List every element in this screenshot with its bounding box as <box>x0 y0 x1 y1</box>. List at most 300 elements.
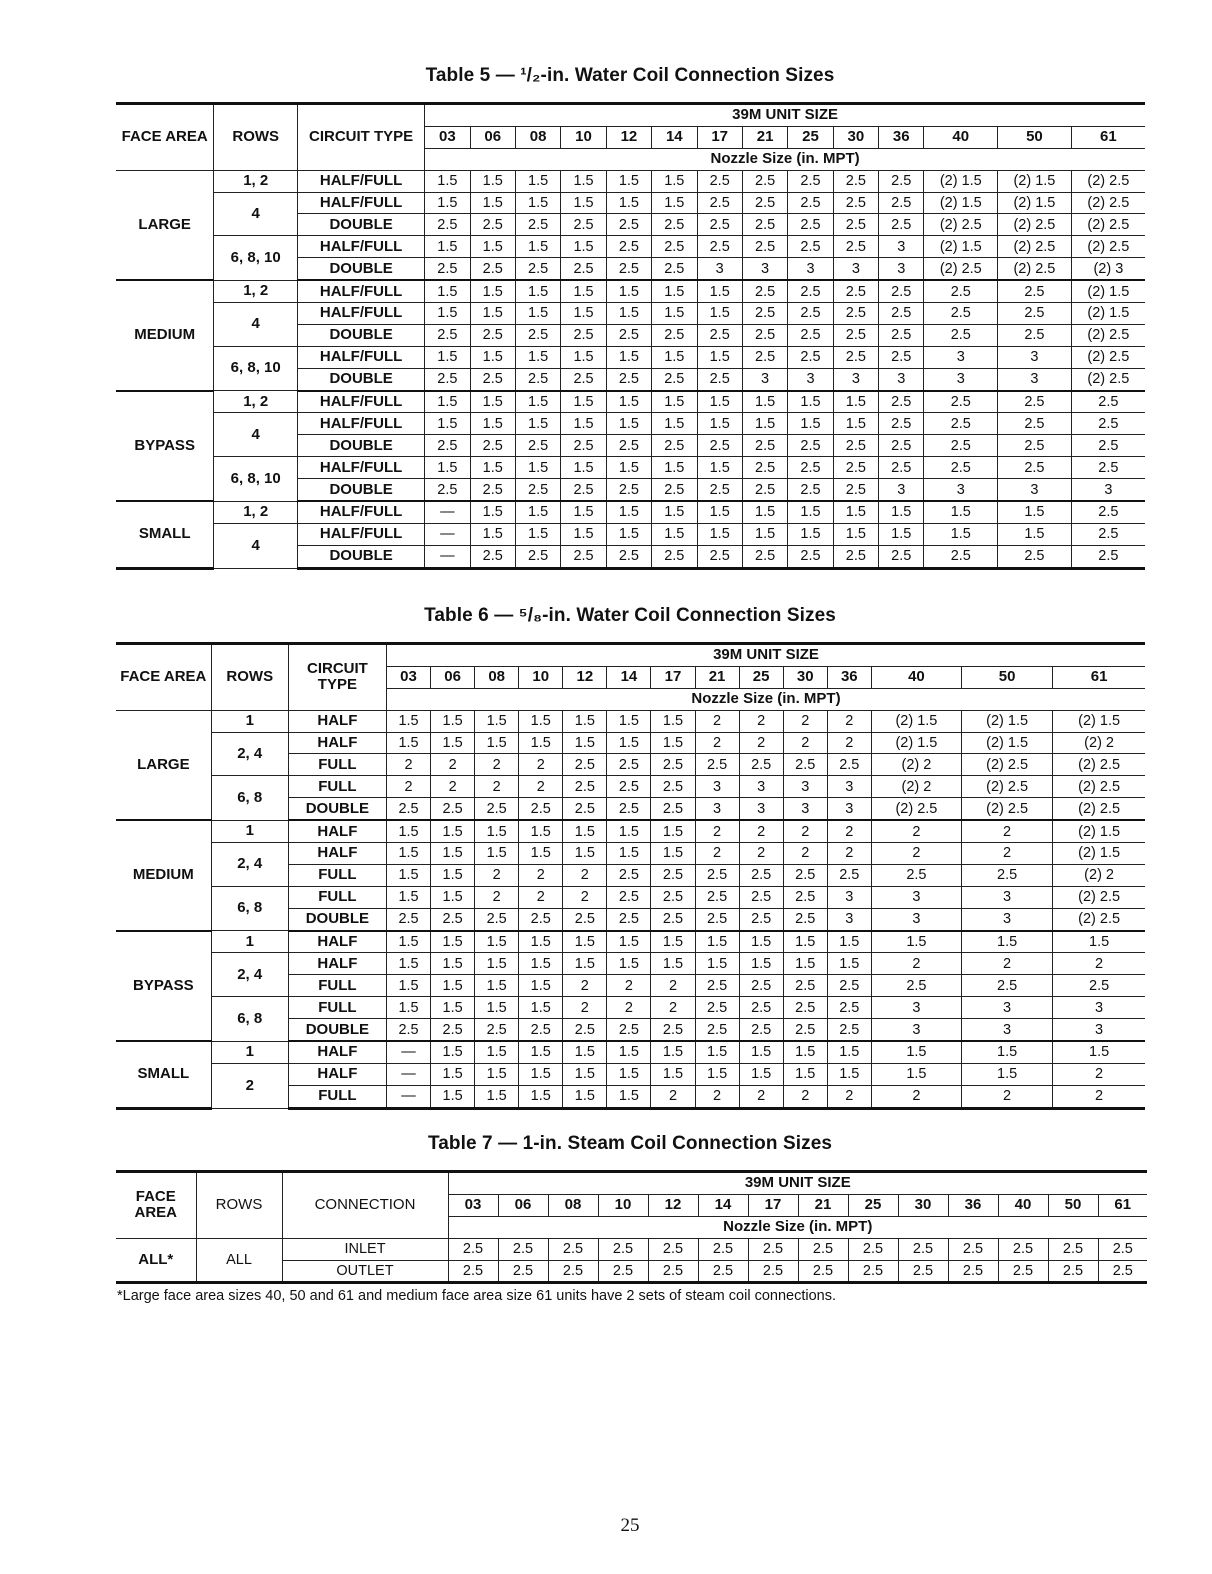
nozzle-size-cell: 2.5 <box>833 457 878 479</box>
nozzle-size-cell: 2.5 <box>695 886 739 908</box>
nozzle-size-cell: 2.5 <box>515 435 560 457</box>
nozzle-size-cell: 2.5 <box>948 1238 998 1260</box>
nozzle-size-cell: 2.5 <box>697 479 742 501</box>
nozzle-size-cell: 2.5 <box>788 545 833 568</box>
nozzle-size-cell: 3 <box>871 908 961 930</box>
nozzle-size-cell: 1.5 <box>515 391 560 413</box>
nozzle-size-cell: 3 <box>697 258 742 280</box>
nozzle-size-cell: 2.5 <box>652 258 697 280</box>
nozzle-size-cell: 2.5 <box>879 545 924 568</box>
nozzle-size-cell: 1.5 <box>606 346 651 368</box>
table-row <box>116 303 1145 325</box>
nozzle-size-cell: 2.5 <box>695 908 739 930</box>
nozzle-size-cell: 2.5 <box>386 1019 430 1041</box>
nozzle-size-cell: 2.5 <box>425 479 470 501</box>
nozzle-size-cell: 2 <box>962 1085 1053 1108</box>
nozzle-size-cell: 1.5 <box>606 303 651 325</box>
rows-cell: 4 <box>214 192 298 236</box>
nozzle-size-cell: 2.5 <box>548 1260 598 1283</box>
nozzle-size-cell: 1.5 <box>470 523 515 545</box>
nozzle-size-cell: 1.5 <box>695 953 739 975</box>
nozzle-size-cell: 2.5 <box>515 479 560 501</box>
nozzle-size-cell: 3 <box>871 997 961 1019</box>
circuit-type-cell: HALF/FULL <box>298 303 425 325</box>
nozzle-size-cell: 1.5 <box>697 523 742 545</box>
nozzle-size-cell: 2.5 <box>651 1019 695 1041</box>
circuit-type-cell: DOUBLE <box>298 368 425 390</box>
nozzle-size-cell: 2 <box>739 843 783 865</box>
nozzle-size-cell: 1.5 <box>739 953 783 975</box>
nozzle-size-cell: 2 <box>783 1085 827 1108</box>
nozzle-size-cell: 2.5 <box>879 391 924 413</box>
nozzle-size-cell: 2.5 <box>748 1238 798 1260</box>
circuit-type-cell: DOUBLE <box>288 798 386 820</box>
unit-size-cell: 10 <box>561 126 606 148</box>
nozzle-size-cell: 2.5 <box>742 214 787 236</box>
rows-cell: 1 <box>211 1041 288 1063</box>
nozzle-size-cell: 3 <box>739 798 783 820</box>
nozzle-size-cell: 2 <box>739 732 783 754</box>
nozzle-size-cell: 1.5 <box>425 170 470 192</box>
nozzle-size-cell: 1.5 <box>962 1041 1053 1063</box>
nozzle-size-cell: 1.5 <box>652 170 697 192</box>
nozzle-size-cell: 1.5 <box>515 457 560 479</box>
nozzle-size-cell: 1.5 <box>651 1041 695 1063</box>
nozzle-size-cell: 1.5 <box>386 931 430 953</box>
nozzle-size-cell: 2 <box>1053 953 1145 975</box>
circuit-type-cell: HALF <box>288 710 386 732</box>
nozzle-size-cell: 2.5 <box>962 864 1053 886</box>
nozzle-size-cell: 2 <box>871 1085 961 1108</box>
nozzle-size-cell: 2.5 <box>598 1238 648 1260</box>
circuit-type-cell: HALF/FULL <box>298 346 425 368</box>
nozzle-size-cell: 1.5 <box>470 391 515 413</box>
table-row <box>116 997 1145 1019</box>
nozzle-size-cell: 1.5 <box>695 1041 739 1063</box>
nozzle-size-cell: 2.5 <box>1098 1260 1147 1283</box>
nozzle-size-cell: 2.5 <box>607 908 651 930</box>
nozzle-size-cell: 1.5 <box>475 843 519 865</box>
nozzle-size-cell: 2.5 <box>833 236 878 258</box>
nozzle-size-cell: 1.5 <box>827 931 871 953</box>
nozzle-size-cell: 2.5 <box>652 214 697 236</box>
nozzle-size-cell: 2.5 <box>742 457 787 479</box>
nozzle-size-cell: 1.5 <box>475 710 519 732</box>
unit-size-cell: 12 <box>563 666 607 688</box>
nozzle-size-cell: 2.5 <box>563 1019 607 1041</box>
nozzle-size-cell: 1.5 <box>519 975 563 997</box>
circuit-type-cell: HALF <box>288 1063 386 1085</box>
nozzle-size-cell: 2.5 <box>833 346 878 368</box>
nozzle-size-cell: 3 <box>833 258 878 280</box>
nozzle-size-cell: 3 <box>879 258 924 280</box>
footnote: *Large face area sizes 40, 50 and 61 and medium face area size 61 units have 2 sets of steam coil connections. <box>117 1288 836 1304</box>
nozzle-size-cell: 1.5 <box>783 953 827 975</box>
nozzle-size-cell: (2) 1.5 <box>962 732 1053 754</box>
nozzle-size-cell: 2.5 <box>788 214 833 236</box>
nozzle-size-cell: 3 <box>962 908 1053 930</box>
nozzle-size-cell: 2 <box>871 843 961 865</box>
face-area-header: FACE AREA <box>116 1172 196 1239</box>
nozzle-size-cell: 3 <box>962 1019 1053 1041</box>
unit-size-cell: 12 <box>606 126 651 148</box>
nozzle-size-cell: 2.5 <box>606 324 651 346</box>
nozzle-size-cell: 1.5 <box>425 391 470 413</box>
rows-cell: 2, 4 <box>211 732 288 776</box>
unit-size-cell: 12 <box>648 1194 698 1216</box>
nozzle-size-cell: 2 <box>651 1085 695 1108</box>
nozzle-size-cell: 2.5 <box>651 864 695 886</box>
nozzle-size-cell: 2.5 <box>788 303 833 325</box>
nozzle-size-cell: 1.5 <box>652 303 697 325</box>
nozzle-size-cell: 2.5 <box>924 545 998 568</box>
nozzle-size-cell: 2.5 <box>1071 413 1145 435</box>
table-row <box>116 391 1145 413</box>
nozzle-size-cell: 2.5 <box>425 435 470 457</box>
unit-size-cell: 30 <box>898 1194 948 1216</box>
nozzle-size-cell: (2) 2 <box>1053 732 1145 754</box>
face-area-cell: MEDIUM <box>116 820 211 930</box>
nozzle-size-cell: 1.5 <box>470 457 515 479</box>
nozzle-size-cell: 2.5 <box>998 457 1072 479</box>
nozzle-size-cell: 1.5 <box>606 192 651 214</box>
rows-header: ROWS <box>214 104 298 171</box>
nozzle-size-cell: 2 <box>607 997 651 1019</box>
nozzle-size-cell: 2 <box>475 864 519 886</box>
nozzle-size-cell: 2.5 <box>475 1019 519 1041</box>
nozzle-size-cell: 2.5 <box>498 1260 548 1283</box>
nozzle-size-cell: 2.5 <box>924 457 998 479</box>
circuit-type-cell: DOUBLE <box>288 908 386 930</box>
nozzle-size-cell: (2) 2.5 <box>871 798 961 820</box>
nozzle-size-cell: 2.5 <box>898 1260 948 1283</box>
nozzle-size-cell: (2) 1.5 <box>1071 280 1145 302</box>
nozzle-size-cell: 3 <box>827 776 871 798</box>
nozzle-size-cell: 1.5 <box>697 501 742 523</box>
circuit-type-cell: HALF <box>288 820 386 842</box>
nozzle-size-cell: 2.5 <box>998 413 1072 435</box>
nozzle-size-cell: 2.5 <box>1071 435 1145 457</box>
nozzle-size-cell: 3 <box>962 997 1053 1019</box>
nozzle-size-cell: 1.5 <box>470 501 515 523</box>
circuit-type-cell: HALF <box>288 953 386 975</box>
nozzle-size-cell: 2.5 <box>561 435 606 457</box>
nozzle-size-cell: 1.5 <box>475 1063 519 1085</box>
nozzle-size-cell: 3 <box>871 1019 961 1041</box>
unit-size-cell: 10 <box>598 1194 648 1216</box>
nozzle-size-cell: 2 <box>519 776 563 798</box>
nozzle-size-cell: 1.5 <box>475 975 519 997</box>
nozzle-size-cell: 1.5 <box>519 931 563 953</box>
nozzle-size-cell: 3 <box>1071 479 1145 501</box>
nozzle-size-cell: 3 <box>833 368 878 390</box>
nozzle-size-cell: 1.5 <box>697 303 742 325</box>
nozzle-size-cell: 2 <box>962 820 1053 842</box>
nozzle-size-cell: 1.5 <box>475 931 519 953</box>
nozzle-size-cell: 2.5 <box>833 192 878 214</box>
nozzle-size-cell: 2.5 <box>425 368 470 390</box>
nozzle-size-cell: (2) 1.5 <box>924 236 998 258</box>
table-row <box>116 413 1145 435</box>
nozzle-size-cell: 2 <box>827 710 871 732</box>
unit-size-header: 39M UNIT SIZE <box>448 1172 1147 1195</box>
unit-size-cell: 17 <box>748 1194 798 1216</box>
nozzle-size-cell: 2.5 <box>425 214 470 236</box>
nozzle-size-cell: 1.5 <box>652 413 697 435</box>
rows-header: ROWS <box>211 644 288 711</box>
unit-size-header: 39M UNIT SIZE <box>386 644 1145 667</box>
nozzle-size-cell: (2) 2 <box>871 754 961 776</box>
nozzle-size-cell: 2.5 <box>742 324 787 346</box>
nozzle-size-cell: 3 <box>788 258 833 280</box>
nozzle-size-cell: (2) 2.5 <box>1071 170 1145 192</box>
nozzle-size-cell: 2.5 <box>563 776 607 798</box>
nozzle-size-cell: 1.5 <box>871 931 961 953</box>
unit-size-cell: 10 <box>519 666 563 688</box>
nozzle-size-cell: 1.5 <box>561 346 606 368</box>
nozzle-size-cell: 2.5 <box>651 908 695 930</box>
table6-water-coil-five-eighth-inch <box>116 642 1145 1110</box>
connection-cell: INLET <box>282 1238 448 1260</box>
table-row <box>116 501 1145 523</box>
nozzle-size-cell: 1.5 <box>607 732 651 754</box>
nozzle-size-cell: 1.5 <box>470 236 515 258</box>
nozzle-size-cell: 1.5 <box>561 192 606 214</box>
nozzle-size-cell: 3 <box>1053 997 1145 1019</box>
nozzle-size-cell: 2.5 <box>470 368 515 390</box>
nozzle-size-cell: 1.5 <box>788 413 833 435</box>
nozzle-size-cell: 2.5 <box>924 413 998 435</box>
nozzle-size-cell: 1.5 <box>563 1041 607 1063</box>
rows-cell: 1 <box>211 931 288 953</box>
nozzle-size-cell: 1.5 <box>788 523 833 545</box>
nozzle-size-cell: 2.5 <box>697 435 742 457</box>
nozzle-size-cell: 1.5 <box>651 843 695 865</box>
nozzle-size-cell: 2.5 <box>879 435 924 457</box>
nozzle-size-cell: 1.5 <box>475 997 519 1019</box>
nozzle-size-cell: — <box>425 501 470 523</box>
nozzle-size-cell: 2.5 <box>470 479 515 501</box>
nozzle-size-cell: 1.5 <box>431 997 475 1019</box>
nozzle-size-cell: 2.5 <box>697 324 742 346</box>
nozzle-size-cell: (2) 1.5 <box>998 170 1072 192</box>
nozzle-size-cell: 1.5 <box>470 346 515 368</box>
nozzle-size-cell: 1.5 <box>695 1063 739 1085</box>
nozzle-size-cell: 1.5 <box>425 346 470 368</box>
page-number: 25 <box>620 1515 640 1536</box>
circuit-type-cell: HALF <box>288 931 386 953</box>
nozzle-size-cell: 2.5 <box>783 908 827 930</box>
nozzle-size-cell: 1.5 <box>475 1041 519 1063</box>
nozzle-size-cell: (2) 2.5 <box>1053 776 1145 798</box>
nozzle-size-cell: 2.5 <box>698 1238 748 1260</box>
nozzle-size-cell: 1.5 <box>431 931 475 953</box>
nozzle-size-cell: 1.5 <box>563 1063 607 1085</box>
nozzle-size-cell: 2.5 <box>742 192 787 214</box>
nozzle-size-cell: 1.5 <box>561 236 606 258</box>
nozzle-size-cell: — <box>386 1063 430 1085</box>
nozzle-size-cell: 2.5 <box>848 1260 898 1283</box>
nozzle-size-cell: 2 <box>739 710 783 732</box>
nozzle-size-cell: 2.5 <box>386 908 430 930</box>
nozzle-size-cell: 1.5 <box>652 457 697 479</box>
nozzle-size-cell: 1.5 <box>607 843 651 865</box>
nozzle-size-cell: 2.5 <box>879 457 924 479</box>
face-area-cell: BYPASS <box>116 931 211 1041</box>
nozzle-size-cell: 2.5 <box>742 435 787 457</box>
nozzle-size-cell: 2.5 <box>948 1260 998 1283</box>
nozzle-size-cell: 2.5 <box>1053 975 1145 997</box>
nozzle-size-cell: 1.5 <box>1053 1041 1145 1063</box>
nozzle-size-cell: 3 <box>871 886 961 908</box>
nozzle-size-cell: 2 <box>431 754 475 776</box>
rows-cell: 4 <box>214 523 298 568</box>
nozzle-size-cell: 1.5 <box>607 953 651 975</box>
nozzle-size-cell: 1.5 <box>515 280 560 302</box>
nozzle-size-cell: 1.5 <box>431 732 475 754</box>
nozzle-size-cell: 1.5 <box>924 523 998 545</box>
table-row <box>116 280 1145 302</box>
unit-size-cell: 08 <box>548 1194 598 1216</box>
nozzle-size-cell: 2 <box>962 843 1053 865</box>
nozzle-size-cell: (2) 1.5 <box>924 170 998 192</box>
nozzle-size-cell: 2.5 <box>879 192 924 214</box>
nozzle-size-cell: (2) 2.5 <box>1053 886 1145 908</box>
nozzle-size-cell: 1.5 <box>563 931 607 953</box>
nozzle-size-cell: 2 <box>695 820 739 842</box>
nozzle-size-cell: 1.5 <box>386 953 430 975</box>
circuit-type-cell: HALF/FULL <box>298 236 425 258</box>
nozzle-size-cell: 3 <box>827 908 871 930</box>
circuit-type-cell: HALF <box>288 1041 386 1063</box>
nozzle-size-cell: 2.5 <box>998 280 1072 302</box>
nozzle-size-cell: 1.5 <box>431 1063 475 1085</box>
nozzle-size-cell: 2.5 <box>833 280 878 302</box>
nozzle-size-cell: 2.5 <box>548 1238 598 1260</box>
nozzle-size-cell: 1.5 <box>697 280 742 302</box>
rows-cell: 4 <box>214 303 298 347</box>
nozzle-size-cell: 2.5 <box>742 303 787 325</box>
nozzle-size-cell: 1.5 <box>697 413 742 435</box>
nozzle-size-cell: 2.5 <box>788 192 833 214</box>
nozzle-size-cell: (2) 1.5 <box>1053 843 1145 865</box>
unit-size-cell: 03 <box>448 1194 498 1216</box>
nozzle-size-cell: 2.5 <box>879 303 924 325</box>
nozzle-size-cell: 1.5 <box>833 391 878 413</box>
nozzle-size-cell: (2) 2.5 <box>924 258 998 280</box>
nozzle-size-cell: 1.5 <box>519 1085 563 1108</box>
nozzle-size-cell: 2 <box>827 732 871 754</box>
nozzle-size-cell: 2.5 <box>1071 457 1145 479</box>
nozzle-size-cell: 2.5 <box>697 214 742 236</box>
unit-size-cell: 17 <box>651 666 695 688</box>
unit-size-cell: 25 <box>739 666 783 688</box>
nozzle-size-cell: 1.5 <box>739 931 783 953</box>
nozzle-size-cell: 2.5 <box>651 886 695 908</box>
connection-header: CONNECTION <box>282 1172 448 1239</box>
nozzle-size-cell: 2.5 <box>783 997 827 1019</box>
nozzle-size-cell: 1.5 <box>783 931 827 953</box>
nozzle-size-cell: (2) 2.5 <box>1053 798 1145 820</box>
unit-size-cell: 36 <box>879 126 924 148</box>
nozzle-size-cell: (2) 1.5 <box>924 192 998 214</box>
nozzle-size-cell: 2.5 <box>788 170 833 192</box>
nozzle-size-cell: 2.5 <box>833 214 878 236</box>
nozzle-size-cell: 2.5 <box>606 258 651 280</box>
nozzle-size-cell: 2.5 <box>561 545 606 568</box>
nozzle-size-cell: 1.5 <box>431 843 475 865</box>
circuit-type-cell: DOUBLE <box>298 545 425 568</box>
nozzle-size-cell: 3 <box>879 479 924 501</box>
table-row <box>116 820 1145 842</box>
nozzle-size-cell: 1.5 <box>386 820 430 842</box>
face-area-header: FACE AREA <box>116 644 211 711</box>
nozzle-size-cell: 2.5 <box>651 776 695 798</box>
nozzle-size-cell: 1.5 <box>386 975 430 997</box>
unit-size-cell: 14 <box>652 126 697 148</box>
circuit-type-cell: DOUBLE <box>298 324 425 346</box>
nozzle-size-cell: 2.5 <box>998 545 1072 568</box>
unit-size-cell: 50 <box>1048 1194 1098 1216</box>
nozzle-size-cell: 1.5 <box>431 886 475 908</box>
nozzle-size-cell: 1.5 <box>606 280 651 302</box>
nozzle-size-cell: 3 <box>879 368 924 390</box>
nozzle-size-cell: 1.5 <box>742 501 787 523</box>
nozzle-size-cell: 1.5 <box>475 953 519 975</box>
nozzle-size-cell: 2.5 <box>695 1019 739 1041</box>
nozzle-size-cell: 2.5 <box>998 324 1072 346</box>
nozzle-size-cell: — <box>386 1041 430 1063</box>
nozzle-size-cell: 1.5 <box>470 170 515 192</box>
nozzle-size-cell: 1.5 <box>519 732 563 754</box>
rows-cell: 4 <box>214 413 298 457</box>
unit-size-cell: 06 <box>470 126 515 148</box>
nozzle-size-cell: 1.5 <box>519 843 563 865</box>
nozzle-size-cell: 2.5 <box>879 413 924 435</box>
circuit-type-cell: HALF/FULL <box>298 280 425 302</box>
nozzle-size-cell: 2.5 <box>788 346 833 368</box>
unit-size-cell: 40 <box>998 1194 1048 1216</box>
circuit-type-cell: DOUBLE <box>298 435 425 457</box>
table-row <box>116 886 1145 908</box>
nozzle-size-cell: 1.5 <box>833 501 878 523</box>
nozzle-size-cell: 2.5 <box>606 368 651 390</box>
nozzle-size-cell: 2.5 <box>788 280 833 302</box>
nozzle-size-cell: 2 <box>695 710 739 732</box>
nozzle-size-cell: 2 <box>783 732 827 754</box>
nozzle-size-cell: 3 <box>742 258 787 280</box>
nozzle-size-cell: 2.5 <box>871 864 961 886</box>
nozzle-size-cell: 2.5 <box>742 479 787 501</box>
circuit-type-cell: FULL <box>288 754 386 776</box>
nozzle-size-cell: 1.5 <box>788 501 833 523</box>
nozzle-size-cell: 2.5 <box>924 435 998 457</box>
nozzle-size-cell: 2.5 <box>448 1238 498 1260</box>
nozzle-size-cell: 2.5 <box>879 170 924 192</box>
nozzle-size-cell: 2.5 <box>475 798 519 820</box>
nozzle-size-cell: 2.5 <box>697 192 742 214</box>
nozzle-size-cell: 2 <box>871 820 961 842</box>
table-row <box>116 931 1145 953</box>
nozzle-size-cell: 1.5 <box>515 501 560 523</box>
nozzle-size-cell: 2.5 <box>431 908 475 930</box>
nozzle-size-cell: 2.5 <box>607 864 651 886</box>
nozzle-size-cell: (2) 2.5 <box>1071 214 1145 236</box>
unit-size-cell: 03 <box>386 666 430 688</box>
nozzle-size-cell: 2.5 <box>798 1238 848 1260</box>
nozzle-size-cell: (2) 2.5 <box>962 798 1053 820</box>
nozzle-size-cell: 2.5 <box>515 324 560 346</box>
